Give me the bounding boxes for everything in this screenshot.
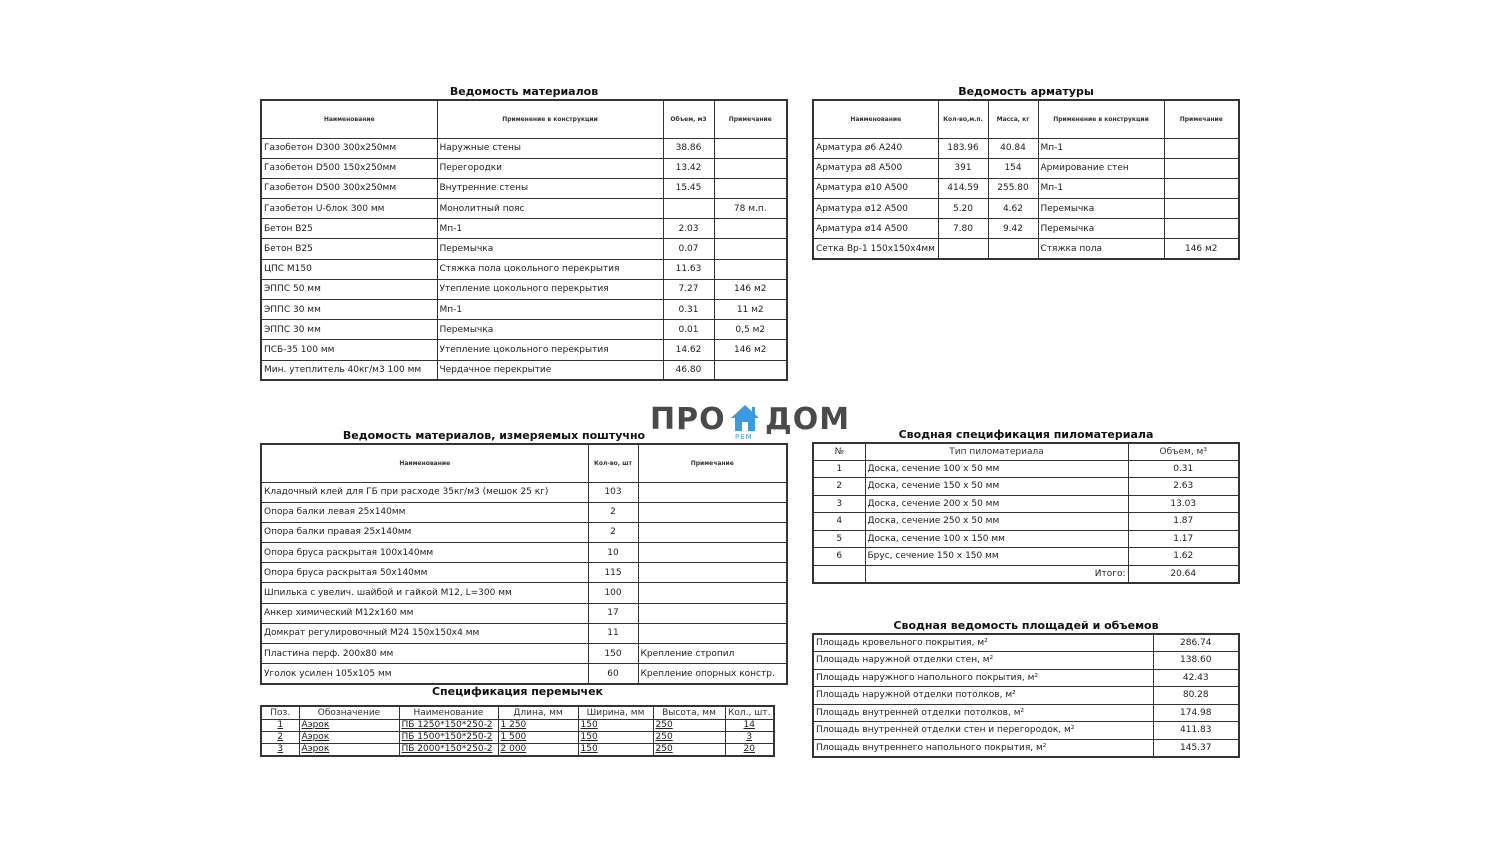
table-cell [714,178,787,198]
table-cell: 10 [588,543,638,563]
header-name: Наименование [399,706,498,719]
table-cell: 411.83 [1153,722,1239,740]
table-cell: 0.01 [663,320,714,340]
header-name: Наименование [261,444,588,482]
table-header-row [813,443,1239,460]
table-cell: Арматура ø6 А240 [813,138,938,158]
table-row [813,652,1239,670]
table-cell [1164,158,1239,178]
logo-text-right: ДОМ [765,402,851,437]
table-cell: ЦПС М150 [261,259,437,279]
table-cell: Армирование стен [1038,158,1164,178]
header-name: Наименование [813,100,938,138]
table-cell: 42.43 [1153,669,1239,687]
table-cell [714,259,787,279]
total-value: 20.64 [1128,565,1239,583]
areas-summary [812,619,1240,758]
table-cell: 0,5 м2 [714,320,787,340]
table-row [813,530,1239,548]
table-cell: Кладочный клей для ГБ при расходе 35кг/м3 (мешок 25 кг) [261,482,588,502]
table-cell: 14.62 [663,340,714,360]
table-cell: 0.31 [1128,460,1239,478]
header-number: № [813,443,865,460]
table-cell: 3 [261,743,299,756]
table-cell: Мп-1 [1038,178,1164,198]
table-cell: 2 [588,502,638,522]
table-cell: Перемычка [437,320,663,340]
table-row [813,199,1239,219]
lintels-spec [260,685,775,757]
table-cell: 6 [813,548,865,566]
table-cell: Площадь внутренней отделки стен и перегородок, м² [813,722,1153,740]
table-cell: Опора балки правая 25х140мм [261,522,588,542]
table-cell: 2.03 [663,219,714,239]
table-cell: 17 [588,603,638,623]
table-cell: 7.27 [663,279,714,299]
table-cell: 60 [588,664,638,684]
table-cell [663,199,714,219]
table-row [813,138,1239,158]
table-cell: Шпилька с увелич. шайбой и гайкой М12, L=300 мм [261,583,588,603]
table-cell: Пластина перф. 200х80 мм [261,644,588,664]
table-cell: Доска, сечение 100 х 150 мм [865,530,1128,548]
header-height: Высота, мм [653,706,725,719]
table-header-row [261,706,774,719]
table-cell: 1 250 [498,719,578,731]
table-cell [638,583,787,603]
table-cell: Монолитный пояс [437,199,663,219]
header-volume: Объем, м3 [663,100,714,138]
piece-materials-schedule [260,429,788,685]
header-usage: Применение в конструкции [437,100,663,138]
table-cell: 1 [261,719,299,731]
table-cell: Аэрок [299,719,399,731]
header-volume: Объем, м³ [1128,443,1239,460]
table-row [261,178,787,198]
table-cell: 78 м.п. [714,199,787,219]
table-row [261,219,787,239]
table-cell: 13.42 [663,158,714,178]
header-pos: Поз. [261,706,299,719]
table-cell: Перегородки [437,158,663,178]
header-designation: Обозначение [299,706,399,719]
table-row [261,482,787,502]
table-cell: Крепление стропил [638,644,787,664]
table-cell: Перемычка [1038,199,1164,219]
table-cell: 3 [725,731,774,743]
header-mass: Масса, кг [988,100,1038,138]
table-cell: 5 [813,530,865,548]
table-cell: 4 [813,513,865,531]
table-row [813,548,1239,566]
table-cell: 11 [588,623,638,643]
table-row [261,502,787,522]
table-cell: ЭППС 50 мм [261,279,437,299]
table-cell: 9.42 [988,219,1038,239]
table-cell: 150 [588,644,638,664]
table-cell: Газобетон U-блок 300 мм [261,199,437,219]
table-row [813,219,1239,239]
table-cell [638,623,787,643]
table-cell: Площадь внутреннего напольного покрытия, м² [813,739,1153,757]
table-row [261,239,787,259]
table-cell: ПСБ-35 100 мм [261,340,437,360]
areas-title: Сводная ведомость площадей и объемов [893,619,1159,632]
table-cell: ЭППС 30 мм [261,300,437,320]
table-cell: Внутренние стены [437,178,663,198]
table-cell [1164,178,1239,198]
materials-title: Ведомость материалов [449,85,599,98]
table-row [813,669,1239,687]
table-row [261,543,787,563]
table-cell [938,239,988,259]
table-row [813,739,1239,757]
table-row [261,743,774,756]
table-cell: ЭППС 30 мм [261,320,437,340]
table-cell: Анкер химический М12х160 мм [261,603,588,623]
table-row [261,644,787,664]
table-cell: 2 [588,522,638,542]
table-row [261,300,787,320]
table-cell: Перемычка [437,239,663,259]
table-cell: 154 [988,158,1038,178]
table-row [261,199,787,219]
table-cell: Доска, сечение 200 х 50 мм [865,495,1128,513]
header-length: Длина, мм [498,706,578,719]
table-cell: 15.45 [663,178,714,198]
table-cell: Утепление цокольного перекрытия [437,279,663,299]
table-cell: 146 м2 [1164,239,1239,259]
table-row [261,731,774,743]
table-cell: 11 м2 [714,300,787,320]
table-cell [1164,219,1239,239]
table-cell: 138.60 [1153,652,1239,670]
table-cell: Газобетон D300 300х250мм [261,138,437,158]
table-cell: Мп-1 [437,300,663,320]
table-cell: Арматура ø14 А500 [813,219,938,239]
table-cell: 100 [588,583,638,603]
table-cell: 40.84 [988,138,1038,158]
rebar-table [812,99,1240,260]
table-cell: Крепление опорных констр. [638,664,787,684]
table-cell: 2.63 [1128,478,1239,496]
table-row [813,460,1239,478]
table-cell: 146 м2 [714,340,787,360]
table-cell [714,158,787,178]
table-cell: Утепление цокольного перекрытия [437,340,663,360]
table-cell: ПБ 1500*150*250-2 [399,731,498,743]
table-header-row [261,444,787,482]
header-usage: Применение в конструкции [1038,100,1164,138]
table-cell: 7.80 [938,219,988,239]
table-cell: Стяжка пола цокольного перекрытия [437,259,663,279]
table-row [261,138,787,158]
table-cell: Опора бруса раскрытая 100х140мм [261,543,588,563]
table-cell: Площадь наружной отделки потолков, м² [813,687,1153,705]
table-cell: Бетон B25 [261,239,437,259]
table-cell: 20 [725,743,774,756]
table-cell: 1 500 [498,731,578,743]
table-header-row [261,100,787,138]
table-row [261,158,787,178]
table-cell: 146 м2 [714,279,787,299]
header-qty: Кол-во, шт [588,444,638,482]
table-cell: Газобетон D500 300х250мм [261,178,437,198]
table-row [813,178,1239,198]
table-cell [638,482,787,502]
table-cell: Мп-1 [437,219,663,239]
table-cell: Чердачное перекрытие [437,360,663,380]
table-cell [988,239,1038,259]
table-row [261,664,787,684]
table-cell: 1.17 [1128,530,1239,548]
table-cell: Мин. утеплитель 40кг/м3 100 мм [261,360,437,380]
table-row [261,340,787,360]
table-row [261,360,787,380]
table-row [261,563,787,583]
table-cell: 391 [938,158,988,178]
table-cell: 1.62 [1128,548,1239,566]
header-note: Примечание [638,444,787,482]
table-cell: 4.62 [988,199,1038,219]
rebar-schedule [812,85,1240,260]
table-cell: 0.07 [663,239,714,259]
table-cell: Опора балки левая 25х140мм [261,502,588,522]
materials-schedule [260,85,788,381]
table-cell: Аэрок [299,743,399,756]
table-cell: Домкрат регулировочный М24 150х150х4 мм [261,623,588,643]
table-row [261,603,787,623]
total-label: Итого: [865,565,1128,583]
table-cell: Стяжка пола [1038,239,1164,259]
table-cell: Арматура ø8 А500 [813,158,938,178]
piece-materials-table [260,443,788,685]
table-row [261,259,787,279]
table-cell: 46.80 [663,360,714,380]
table-cell: 2 000 [498,743,578,756]
table-cell: 183.96 [938,138,988,158]
table-cell [638,522,787,542]
logo-subtext: РЕМ [735,433,753,441]
areas-table [812,633,1240,758]
table-cell: Площадь кровельного покрытия, м² [813,634,1153,652]
table-cell: Доска, сечение 250 х 50 мм [865,513,1128,531]
table-row [813,478,1239,496]
table-cell [638,563,787,583]
table-cell [714,239,787,259]
header-note: Примечание [1164,100,1239,138]
table-cell [638,502,787,522]
table-cell: Перемычка [1038,219,1164,239]
table-row [813,513,1239,531]
table-row [261,719,774,731]
table-cell: Бетон B25 [261,219,437,239]
table-row [813,704,1239,722]
table-cell: Доска, сечение 150 х 50 мм [865,478,1128,496]
table-cell: Площадь наружной отделки стен, м² [813,652,1153,670]
table-row [261,583,787,603]
table-cell: Площадь наружного напольного покрытия, м² [813,669,1153,687]
table-cell: 250 [653,719,725,731]
table-cell: 150 [578,731,653,743]
table-header-row [813,100,1239,138]
table-row [261,279,787,299]
table-cell: 13.03 [1128,495,1239,513]
rebar-title: Ведомость арматуры [958,85,1094,98]
table-cell: 2 [813,478,865,496]
table-cell: Мп-1 [1038,138,1164,158]
table-cell: Доска, сечение 100 х 50 мм [865,460,1128,478]
table-cell: Аэрок [299,731,399,743]
table-cell: Брус, сечение 150 х 150 мм [865,548,1128,566]
table-cell: 250 [653,731,725,743]
table-cell [638,543,787,563]
table-row [813,239,1239,259]
table-cell: 80.28 [1153,687,1239,705]
lintels-table [260,705,775,757]
table-cell: 103 [588,482,638,502]
header-length: Кол-во,м.п. [938,100,988,138]
table-cell: ПБ 2000*150*250-2 [399,743,498,756]
table-row [813,722,1239,740]
table-cell: Площадь внутренней отделки потолков, м² [813,704,1153,722]
table-cell: 150 [578,743,653,756]
table-row [813,687,1239,705]
table-cell: 414.59 [938,178,988,198]
table-cell: Уголок усилен 105х105 мм [261,664,588,684]
table-cell: 255.80 [988,178,1038,198]
table-cell: 1.87 [1128,513,1239,531]
lumber-title: Сводная спецификация пиломатериала [898,428,1154,441]
table-cell: 1 [813,460,865,478]
table-cell: 115 [588,563,638,583]
table-cell [714,138,787,158]
table-cell: Наружные стены [437,138,663,158]
table-row [813,495,1239,513]
table-cell [1164,199,1239,219]
lintels-title: Спецификация перемычек [431,685,604,698]
table-cell: 38.86 [663,138,714,158]
table-cell: 286.74 [1153,634,1239,652]
table-row [261,623,787,643]
table-cell: Сетка Вр-1 150х150х4мм [813,239,938,259]
lumber-spec [812,428,1240,584]
table-cell: 145.37 [1153,739,1239,757]
table-cell: 5.20 [938,199,988,219]
table-cell: 250 [653,743,725,756]
table-cell [638,603,787,623]
table-cell: 11.63 [663,259,714,279]
table-cell: 0.31 [663,300,714,320]
table-cell [714,360,787,380]
table-cell: 150 [578,719,653,731]
table-row [813,158,1239,178]
table-row [813,634,1239,652]
table-cell [714,219,787,239]
table-row [261,320,787,340]
table-cell: Арматура ø10 А500 [813,178,938,198]
header-type: Тип пиломатериала [865,443,1128,460]
table-cell: 3 [813,495,865,513]
piece-materials-title: Ведомость материалов, измеряемых поштучно [342,429,646,442]
table-cell: Опора бруса раскрытая 50х140мм [261,563,588,583]
table-cell: Арматура ø12 А500 [813,199,938,219]
header-note: Примечание [714,100,787,138]
header-name: Наименование [261,100,437,138]
table-cell: 2 [261,731,299,743]
table-row [261,522,787,542]
table-cell: 174.98 [1153,704,1239,722]
total-row [813,565,1239,583]
lumber-table [812,442,1240,584]
table-cell [1164,138,1239,158]
header-qty: Кол., шт. [725,706,774,719]
table-cell: Газобетон D500 150х250мм [261,158,437,178]
materials-table [260,99,788,381]
header-width: Ширина, мм [578,706,653,719]
table-cell: 14 [725,719,774,731]
logo-text-left: ПРО [650,402,726,437]
table-cell: ПБ 1250*150*250-2 [399,719,498,731]
